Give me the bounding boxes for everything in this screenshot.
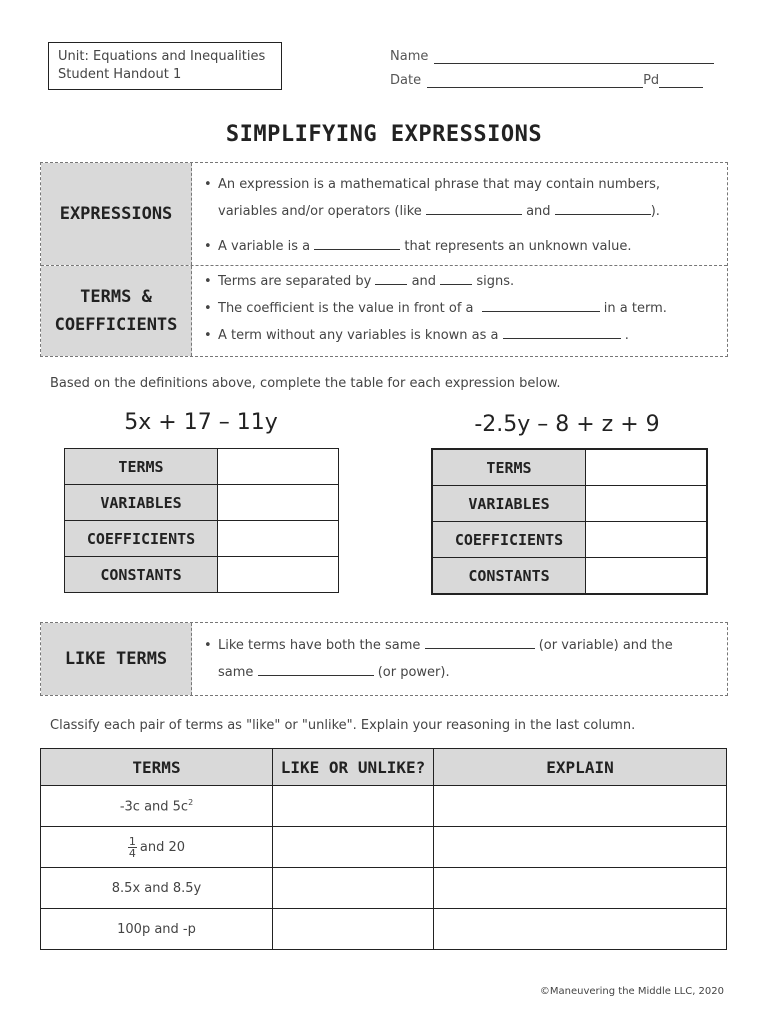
like-answer-cell[interactable] [273,909,434,950]
exponent: 2 [188,797,194,807]
row-label: VARIABLES [65,485,218,521]
name-label: Name [390,49,429,64]
name-blank[interactable] [434,49,714,64]
fraction-numerator: 1 [128,834,136,848]
handout-label: Student Handout 1 [58,67,182,82]
term-pair [41,786,273,827]
pd-blank[interactable] [659,73,703,88]
col-header-like: LIKE OR UNLIKE? [273,749,434,786]
terms-coefficients-label [41,266,192,356]
coefficient-blank[interactable] [482,299,600,312]
instruction-2: Classify each pair of terms as "like" or "unlike". Explain your reasoning in the last column. [50,718,636,733]
like-terms-body [192,623,727,695]
terms-label-line1: TERMS & [80,287,152,307]
pd-label: Pd [643,73,660,88]
row-label: TERMS [65,449,218,485]
terms-definition [41,265,727,356]
like-terms-definition [41,623,727,695]
like-terms-panel [40,622,728,696]
name-date-block [390,40,716,88]
like-terms-bullet [204,632,717,686]
expression-and: and [526,204,551,219]
expression-text-1: An expression is a mathematical phrase that may contain numbers, [218,177,661,192]
row-label: TERMS [432,449,586,486]
variable-blank[interactable] [314,237,400,250]
terms-and: and [411,274,437,289]
expression-text-2: variables and/or operators (like [218,204,422,219]
fraction [128,836,137,859]
like-answer-cell[interactable] [273,786,434,827]
expression-2-table [431,448,708,595]
answer-cell[interactable] [218,449,339,485]
term-pair [41,827,273,868]
table-row [432,522,707,558]
expression-end: ). [650,204,660,219]
terms-text-1: Terms are separated by [218,274,372,289]
variable-text-2: that represents an unknown value. [404,239,632,254]
row-label: COEFFICIENTS [65,521,218,557]
date-label: Date [390,73,422,88]
like-text-1: Like terms have both the same [218,638,421,653]
answer-cell[interactable] [586,449,708,486]
expressions-label: EXPRESSIONS [41,163,192,265]
like-blank-1[interactable] [425,636,535,649]
term-pair: 8.5x and 8.5y [41,868,273,909]
instruction-1: Based on the definitions above, complete the table for each expression below. [50,376,561,391]
coefficient-text-1: The coefficient is the value in front of a [218,301,474,316]
variable-text-1: A variable is a [218,239,311,254]
row-label: CONSTANTS [65,557,218,593]
table-row [65,449,339,485]
row-label: VARIABLES [432,486,586,522]
expressions-body [192,163,727,265]
expression-1-table [64,448,339,593]
terms-bullet [204,268,717,295]
explain-cell[interactable] [434,827,727,868]
definitions-panel [40,162,728,357]
answer-cell[interactable] [586,522,708,558]
constant-bullet [204,322,717,349]
copyright-footer: ©Maneuvering the Middle LLC, 2020 [539,986,724,997]
col-header-terms: TERMS [41,749,273,786]
term-pair-text: -3c and 5c [119,799,189,815]
like-text-3: same [218,665,254,680]
like-answer-cell[interactable] [273,868,434,909]
col-header-explain: EXPLAIN [434,749,727,786]
operator-blank-2[interactable] [555,202,651,215]
like-text-2: (or variable) and the [538,638,673,653]
row-label: COEFFICIENTS [432,522,586,558]
like-blank-2[interactable] [258,663,374,676]
like-text-4: (or power). [377,665,450,680]
coefficient-bullet [204,295,717,322]
coefficient-end: in a term. [603,301,667,316]
like-terms-table [40,748,727,950]
table-row [432,449,707,486]
term-pair-text: and 20 [139,839,186,855]
table-row [41,868,727,909]
table-row [432,558,707,595]
answer-cell[interactable] [586,486,708,522]
unit-box [48,42,282,90]
explain-cell[interactable] [434,868,727,909]
expression-1: 5x + 17 – 11y [124,410,278,435]
sign-blank-2[interactable] [440,272,472,285]
expression-bullet [204,171,717,225]
explain-cell[interactable] [434,909,727,950]
answer-cell[interactable] [218,521,339,557]
like-answer-cell[interactable] [273,827,434,868]
date-row [390,64,716,88]
unit-title: Unit: Equations and Inequalities [58,49,266,64]
table-row [432,486,707,522]
constant-blank[interactable] [503,326,621,339]
constant-text-1: A term without any variables is known as a [218,328,499,343]
explain-cell[interactable] [434,786,727,827]
table-header-row [41,749,727,786]
table-row [41,786,727,827]
like-terms-label: LIKE TERMS [41,623,192,695]
answer-cell[interactable] [218,485,339,521]
terms-end: signs. [476,274,515,289]
table-row [41,909,727,950]
variable-bullet [204,233,717,260]
answer-cell[interactable] [218,557,339,593]
name-row [390,40,716,64]
fraction-denominator: 4 [128,846,136,860]
operator-blank-1[interactable] [426,202,522,215]
terms-body [192,266,727,356]
date-blank[interactable] [427,73,643,88]
row-label: CONSTANTS [432,558,586,595]
page-title: SIMPLIFYING EXPRESSIONS [225,122,543,147]
expressions-definition [41,163,727,265]
expression-2: -2.5y – 8 + z + 9 [474,412,660,437]
terms-label-line2: COEFFICIENTS [54,315,178,335]
term-pair: 100p and -p [41,909,273,950]
sign-blank-1[interactable] [375,272,407,285]
table-row [41,827,727,868]
constant-end: . [624,328,629,343]
table-row [65,557,339,593]
table-row [65,521,339,557]
table-row [65,485,339,521]
answer-cell[interactable] [586,558,708,595]
